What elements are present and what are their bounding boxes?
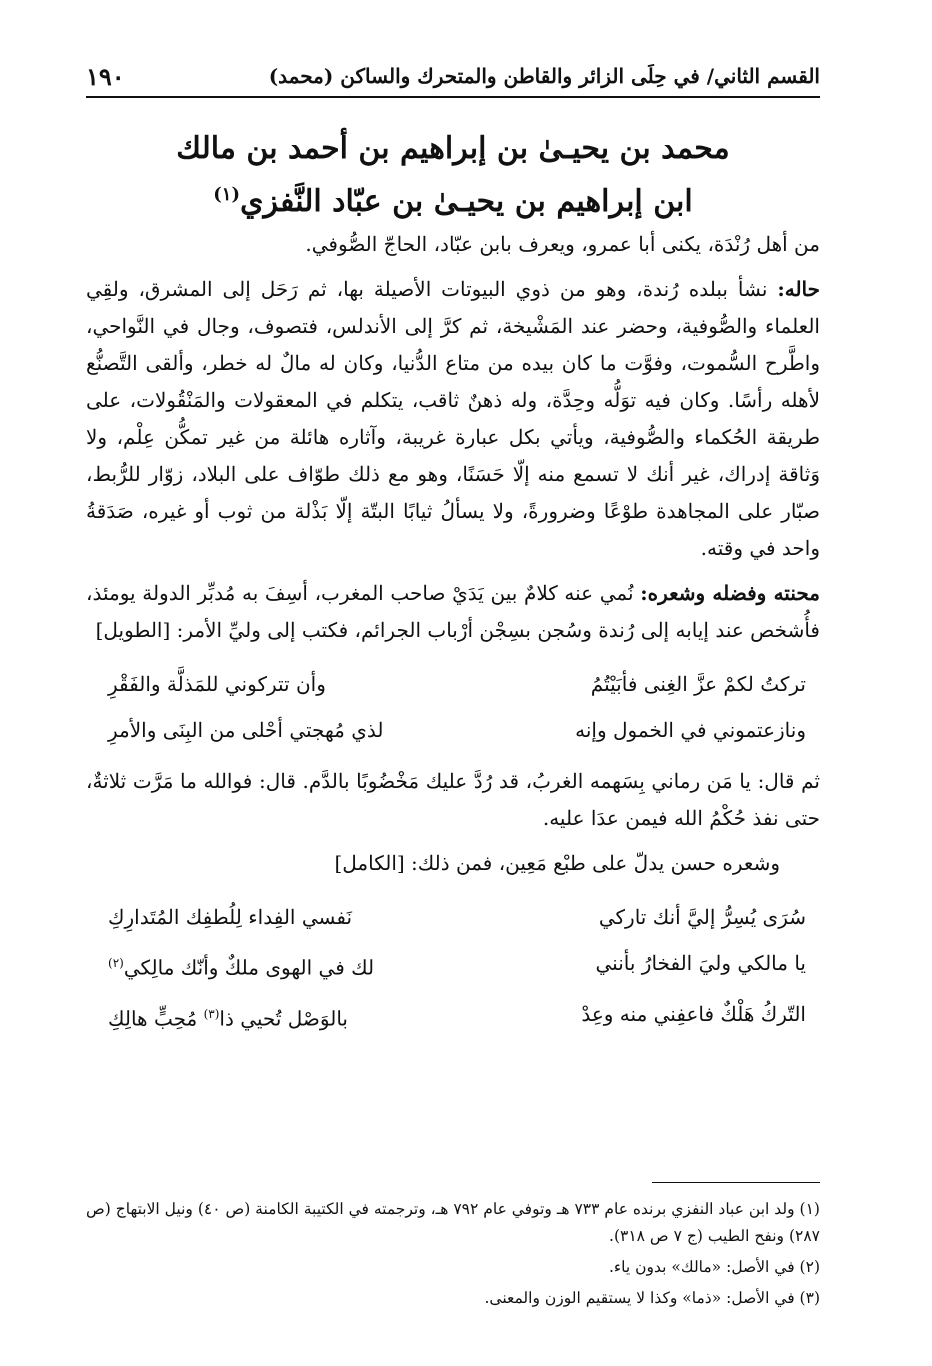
mihna-text: نُمي عنه كلامٌ بين يَدَيْ صاحب المغرب، أسِفَ به مُدبِّر الدولة يومئذ، فأُشخص عند إيابه إلى رُندة وسُجن بسِجْن أرْباب الجرائم، فكتب إلى وليِّ الأمر: [الطويل]	[86, 581, 820, 642]
hemistich-text: بالوَصْل تُحيي ذا	[219, 1006, 348, 1031]
title-line-1: محمد بن يحيـىٰ بن إبراهيم بن أحمد بن مالك	[176, 131, 730, 166]
title-line-2-text: ابن إبراهيم بن يحيـىٰ بن عبّاد النَّفزي	[240, 184, 693, 219]
verse-second-hemistich: لذي مُهجتي أحْلى من البِنَى والأمرِ	[108, 718, 384, 742]
shiruhu-paragraph: وشعره حسن يدلّ على طبْع مَعِين، فمن ذلك: [الكامل]	[334, 851, 780, 875]
verse-line	[86, 661, 820, 707]
verse-first-hemistich: سُرَى يُسِرُّ إليَّ أنك تاركي	[598, 905, 806, 929]
after-poem-paragraph: ثم قال: يا مَن رماني بِسَهمه الغربُ، قد رُدَّ عليك مَخْضُوبًا بالدَّم. قال: فوالله ما مَرَّت ثلاثةٌ، حتى نفذ حُكْمُ الله فيمن عدَا عليه.	[86, 769, 820, 830]
verse-second-hemistich	[108, 991, 428, 1042]
poem-tawil	[86, 661, 820, 753]
verse-first-hemistich: يا مالكي وليَ الفخارُ بأنني	[595, 951, 806, 975]
hemistich-text: لك في الهوى ملكٌ وأنّك مالِكي	[123, 955, 375, 980]
verse-second-hemistich: وأن تتركوني للمَذلَّة والفَقْرِ	[108, 672, 326, 696]
footnote-3: (٣) في الأصل: «ذما» وكذا لا يستقيم الوزن والمعنى.	[484, 1289, 820, 1307]
verse-first-hemistich: تركتُ لكمْ عزَّ الغِنى فأبَيْتُمُ	[590, 672, 806, 696]
hemistich-tail: مُحِبٍّ هالِكِ	[108, 1006, 204, 1031]
verse-second-hemistich: نَفسي الفِداء لِلُطفِك المُتَدارِكِ	[108, 905, 353, 929]
verse-first-hemistich: التّركُ هَلْكٌ فاعفِني منه وعِدْ	[581, 1001, 806, 1026]
haal-lead: حاله:	[777, 277, 820, 301]
mihna-paragraph	[86, 575, 820, 649]
footnote-ref: (٣)	[203, 1006, 220, 1021]
main-text	[86, 226, 820, 1051]
verse-line	[86, 894, 820, 940]
verse-line	[86, 991, 820, 1042]
verse-line	[86, 707, 820, 753]
verse-line	[86, 940, 820, 991]
intro-paragraph: من أهل رُنْدَة، يكنى أبا عمرو، ويعرف بابن عبّاد، الحاجّ الصُّوفي.	[305, 232, 820, 256]
verse-second-hemistich	[108, 940, 428, 991]
footnote-ref: (٢)	[108, 956, 124, 970]
page-number: ١٩٠	[86, 61, 125, 91]
header-rule	[86, 96, 820, 98]
footnote-rule	[652, 1182, 820, 1183]
poem-kamil	[86, 894, 820, 1041]
footnotes	[86, 1196, 820, 1316]
running-title: القسم الثاني/ في حِلَى الزائر والقاطن والمتحرك والساكن (محمد)	[268, 64, 820, 88]
title-line-2	[86, 172, 820, 225]
footnote-1: (١) ولد ابن عباد النفزي برنده عام ٧٣٣ هـ وتوفي عام ٧٩٢ هـ، وترجمته في الكتيبة الكامنة (ص ٤٠) ونيل الابتهاج (ص ٢٨٧) ونفح الطيب (ج ٧ ص ٣١٨).	[86, 1200, 820, 1245]
page-header	[86, 56, 820, 96]
footnote-2: (٢) في الأصل: «مالك» بدون ياء.	[608, 1258, 820, 1276]
mihna-lead: محنته وفضله وشعره:	[640, 581, 821, 605]
haal-text: نشأ ببلده رُندة، وهو من ذوي البيوتات الأصيلة بها، ثم رَحَل إلى المشرق، ولقِي العلماء والصُّوفية، وحضر عند المَشْيخة، ثم كرَّ إلى الأندلس، فتصوف، وجال في النَّواحي، واطَّرح السُّموت، وفوَّت ما كان بيده من متاع الدُّنيا، وكان له مالٌ له خطر، وألقى التَّصنُّع لأهله رأسًا. وكان فيه توَلُّه وحِدَّة، وله ذهنٌ ثاقب، يتكلم في المعقولات والمَنْقُولات، على طريقة الحُكماء والصُّوفية، ويأتي بكل عبارة غريبة، وآثاره هائلة من غير تمكُّن عِلْم، ولا وَثاقة إدراك، غير أنك لا تسمع منه إلّا حَسَنًا، وهو مع ذلك طوّاف على البلاد، زوّار للرُّبط، صبّار على المجاهدة طوْعًا وضرورةً، ولا يسألُ ثيابًا البتّة إلّا بَذْلة من ثوب أو غيره، صَدَقةُ واحد في وقته.	[86, 277, 820, 560]
haal-paragraph	[86, 271, 820, 567]
verse-first-hemistich: ونازعتموني في الخمول وإنه	[575, 718, 806, 742]
entry-title	[86, 126, 820, 225]
title-footnote-ref: (١)	[213, 184, 240, 205]
